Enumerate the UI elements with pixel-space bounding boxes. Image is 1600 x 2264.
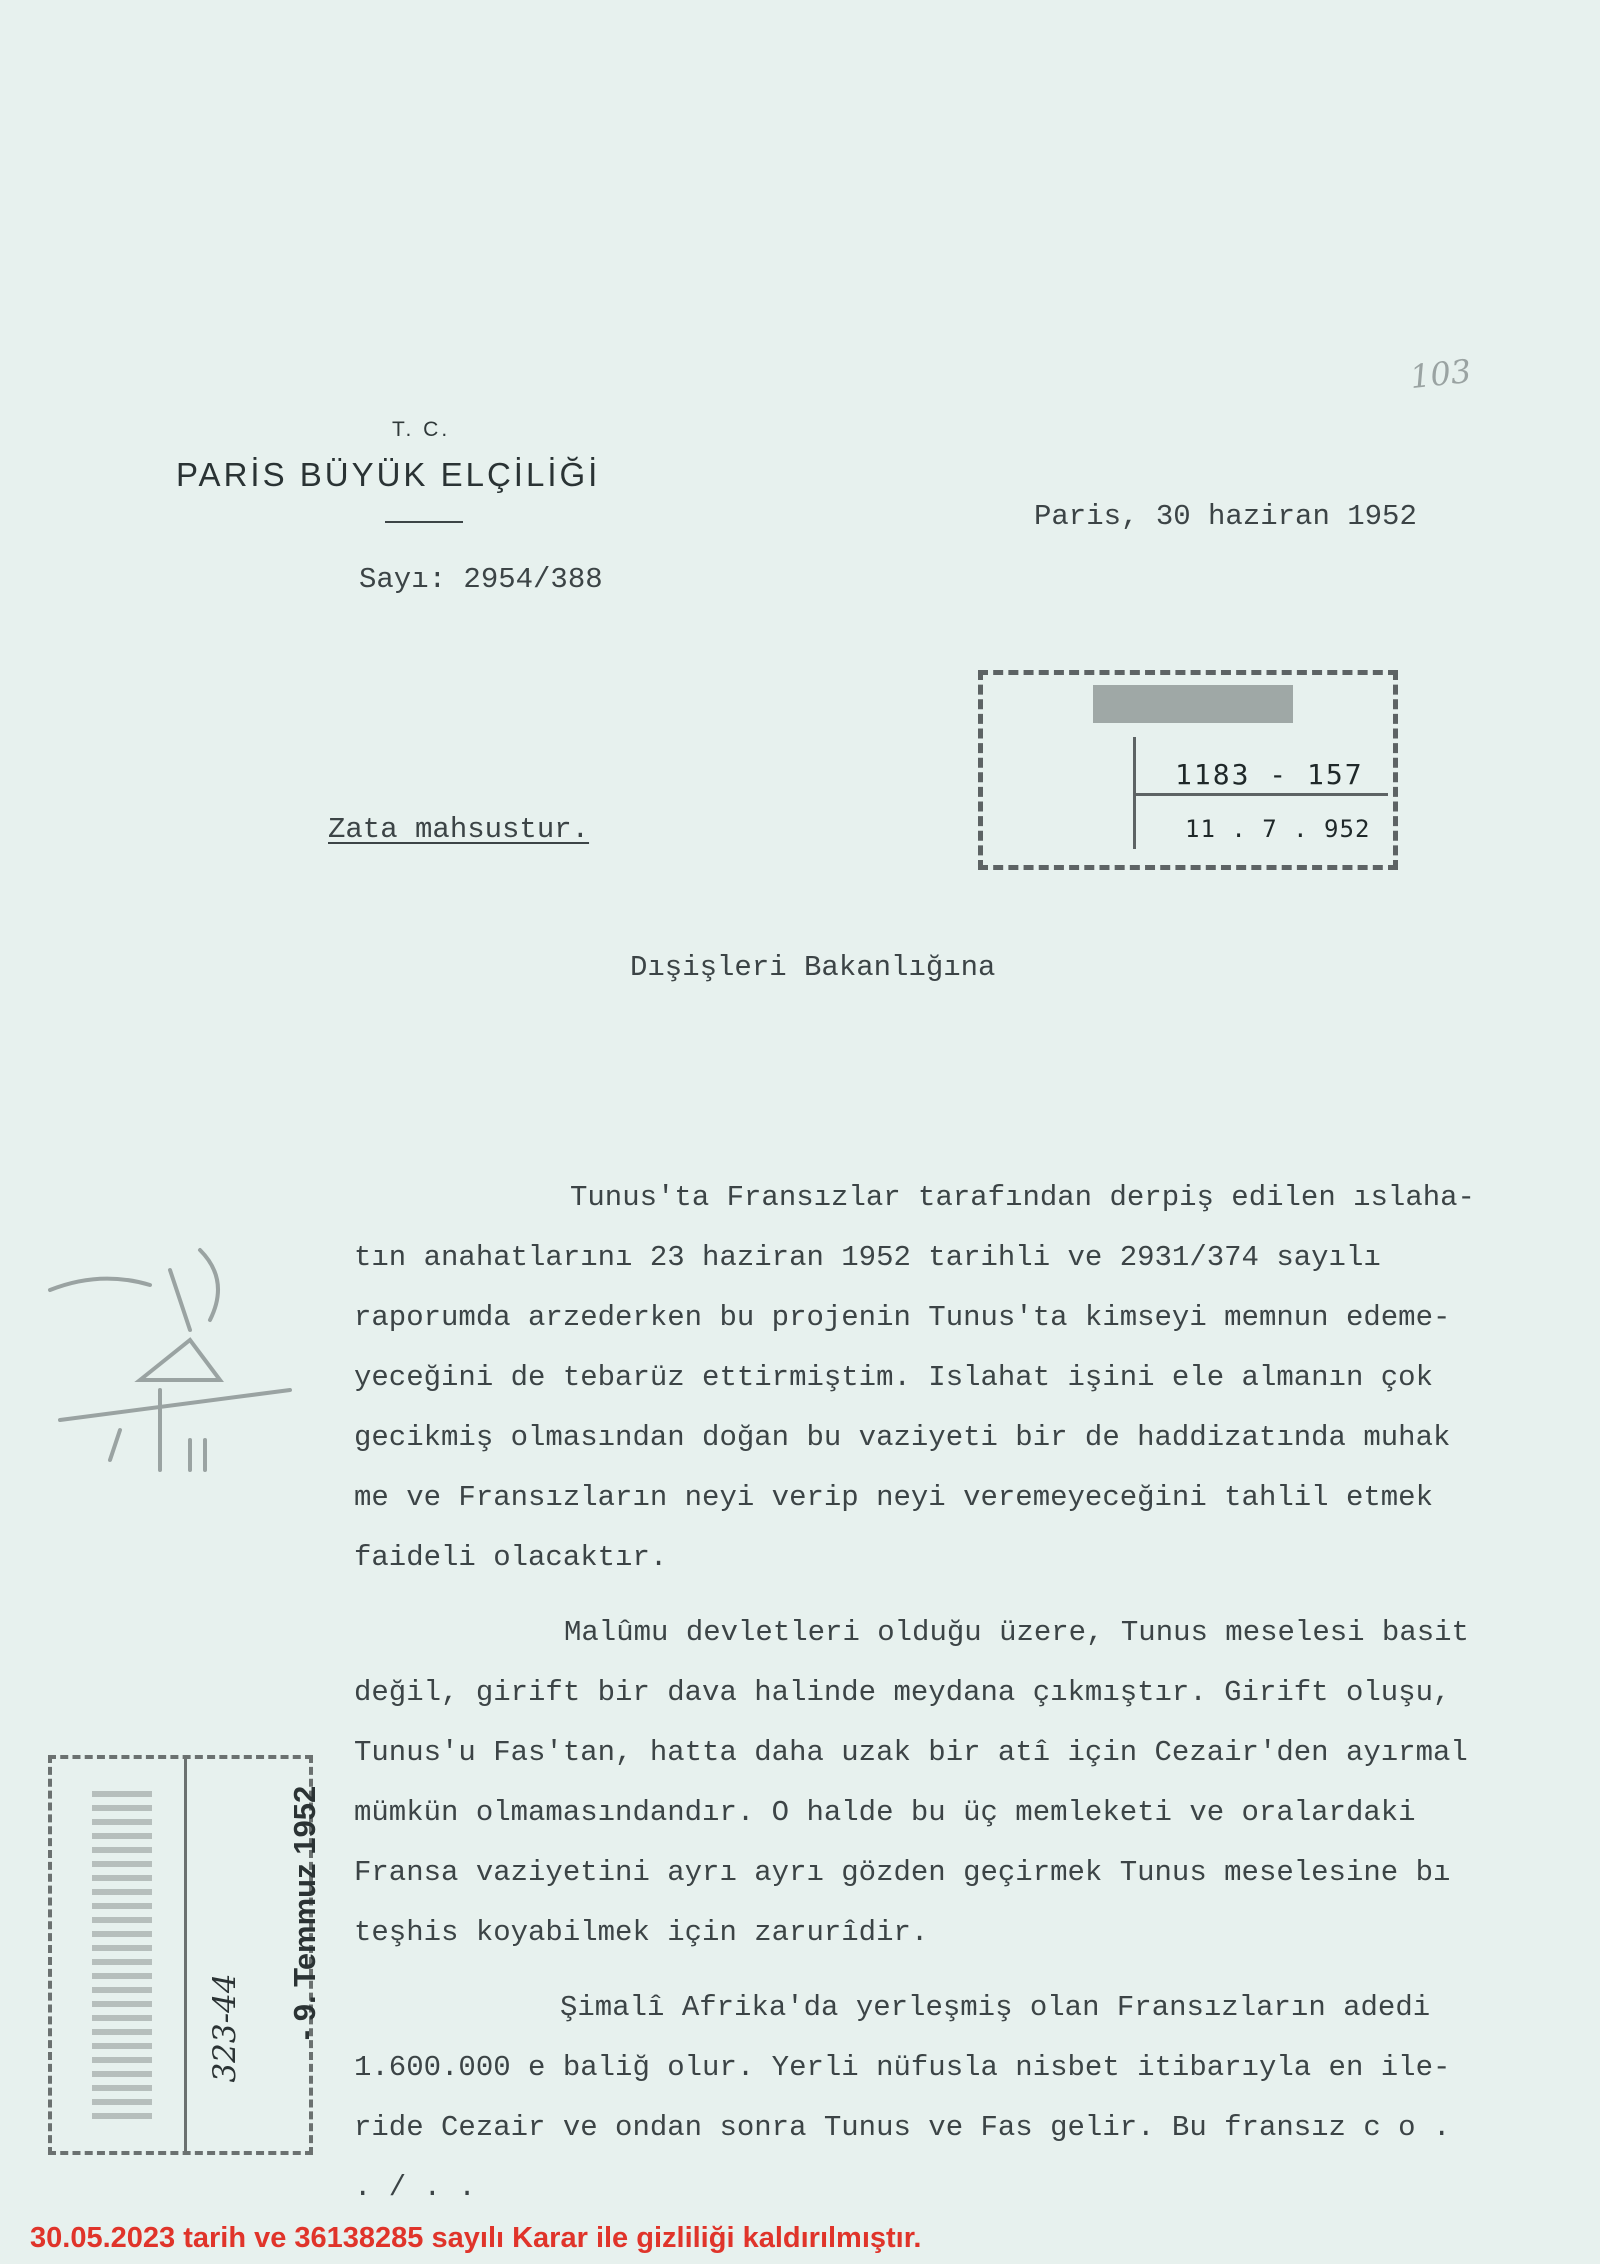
body-line: me ve Fransızların neyi verip neyi veremeyeceğini tahlil etmek [354, 1481, 1433, 1514]
received-stamp-date: - 9. Temmuz 1952 [287, 1785, 322, 2041]
reference-number: Sayı: 2954/388 [359, 563, 603, 596]
body-line: ride Cezair ve ondan sonra Tunus ve Fas gelir. Bu fransız c o . [354, 2111, 1451, 2144]
body-line: Tunus'u Fas'tan, hatta daha uzak bir atî için Cezair'den ayırmal [354, 1736, 1468, 1769]
letter-body [354, 1168, 1600, 2218]
body-line: Tunus'ta Fransızlar tarafından derpiş edilen ıslaha- [570, 1181, 1475, 1214]
declassification-notice: 30.05.2023 tarih ve 36138285 sayılı Karar ile gizliliği kaldırılmıştır. [30, 2222, 922, 2254]
letterhead-embassy: PARİS BÜYÜK ELÇİLİĞİ [176, 456, 601, 493]
registry-stamp-divider-h [1133, 793, 1388, 796]
classification-note: Zata mahsustur. [328, 813, 590, 846]
body-line: Fransa vaziyetini ayrı ayrı gözden geçirmek Tunus meselesine bı [354, 1856, 1451, 1889]
body-line: . / . . [354, 2171, 476, 2204]
letterhead-tc: T. C. [392, 418, 451, 441]
received-stamp-number: 323-44 [207, 1973, 243, 2083]
body-line: teşhis koyabilmek için zarurîdir. [354, 1916, 929, 1949]
body-line: mümkün olmamasındandır. O halde bu üç memleketi ve oralardaki [354, 1796, 1416, 1829]
body-line: değil, girift bir dava halinde meydana çıkmıştır. Girift oluşu, [354, 1676, 1451, 1709]
registry-stamp-number: 1183 - 157 [1175, 758, 1364, 791]
body-line: Malûmu devletleri olduğu üzere, Tunus meselesi basit [564, 1616, 1469, 1649]
received-stamp-text-block [92, 1789, 152, 2119]
registry-stamp-date: 11 . 7 . 952 [1185, 815, 1371, 843]
registry-stamp-header [1093, 685, 1293, 723]
handwritten-annotation [40, 1230, 300, 1530]
body-line: tın anahatlarını 23 haziran 1952 tarihli ve 2931/374 sayılı [354, 1241, 1381, 1274]
body-line: yeceğini de tebarüz ettirmiştim. Islahat işini ele almanın çok [354, 1361, 1433, 1394]
body-line: 1.600.000 e baliğ olur. Yerli nüfusla nisbet itibarıyla en ile- [354, 2051, 1451, 2084]
letterhead-divider [385, 521, 463, 523]
addressee: Dışişleri Bakanlığına [630, 951, 996, 984]
handwritten-page-number: 103 [1408, 351, 1473, 397]
body-line: Şimalî Afrika'da yerleşmiş olan Fransızların adedi [560, 1991, 1431, 2024]
received-stamp [48, 1755, 313, 2155]
body-line: gecikmiş olmasından doğan bu vaziyeti bir de haddizatında muhak [354, 1421, 1451, 1454]
received-stamp-divider [184, 1759, 187, 2151]
place-date: Paris, 30 haziran 1952 [1034, 500, 1417, 533]
body-line: raporumda arzederken bu projenin Tunus'ta kimseyi memnun edeme- [354, 1301, 1451, 1334]
body-line: faideli olacaktır. [354, 1541, 668, 1574]
